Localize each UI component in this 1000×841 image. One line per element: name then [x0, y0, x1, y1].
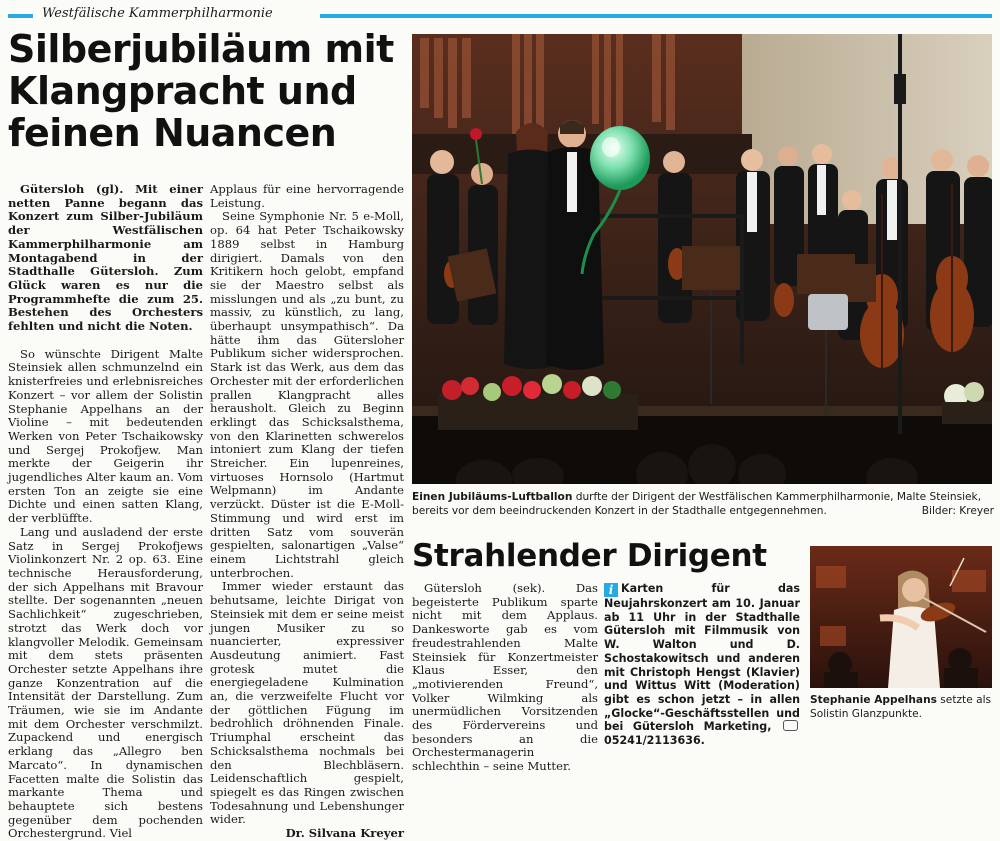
ticket-info-phone: 05241/2113636.	[604, 734, 705, 748]
article-paragraph: Immer wieder erstaunt das behutsame, leichte Dirigat von Steinsiek mit dem er seine meist jungen Musiker zu so nuancierter, expressiver Ausdeutung animiert. Fast grotesk mutet die energiegeladene Kulmination an, die verzweifelte Flucht vor der göttlichen Fügung im bedrohlich dröhnenden Finale. Triumphal erscheint das Schicksalsthema nochmals bei den Blechbläsern. Leidenschaftlich gespielt, spiegelt es das Ringen zwischen Todesahnung und Lebenshunger wider.	[210, 579, 404, 827]
article-paragraph: Seine Symphonie Nr. 5 e-Moll, op. 64 hat Peter Tschaikowsky 1889 selbst in Hamburg dirigiert. Damals von den Kritikern hoch gelobt, empfand sie der Maestro selbst als misslungen und als „zu bunt, zu massiv, zu künstlich, zu lang, überhaupt unsympathisch“. Da hätte ihm das Gütersloher Publikum sicher widersprochen. Stark ist das Werk, aus dem das Orchester mit der erforderlichen prallen Klangpracht alles herausholt. Gleich zu Beginn erklingt das Schicksalsthema, von den Klarinetten schwerelos intoniert zum Klang der tiefen Streicher. Ein lupenreines, virtuoses Hornsolo (Hartmut Welpmann) im Andante verzückt. Düster ist die E-Moll-Stimmung und wird erst im dritten Satz vom souverän gespielten, salonartigen „Valse“ einem Lichtstrahl gleich unterbrochen.	[210, 209, 404, 580]
soloist-photo	[810, 546, 992, 688]
main-photo-caption	[412, 490, 994, 518]
second-article-body	[412, 582, 598, 774]
photo-credit: Bilder: Kreyer	[921, 505, 994, 517]
second-article-paragraph: Gütersloh (sek). Das begeisterte Publikum sparte nicht mit dem Applaus. Dankesworte gab es vom freudestrahlenden Malte Steinsiek für Konzertmeister Klaus Esser, den „motivierenden Freund“, Volker Wilmking als unermüdlichen Vorsitzenden des Fördervereins und besonders an die Orchestermanagerin schlechthin – seine Mutter.	[412, 581, 598, 774]
second-article-headline: Strahlender Dirigent	[412, 538, 767, 574]
article-paragraph: Applaus für eine hervorragende Leistung.	[210, 182, 404, 210]
info-icon: i	[604, 583, 618, 597]
main-photo	[412, 34, 992, 484]
article-headline: Silberjubiläum mit Klangpracht und feinen Nuancen	[8, 27, 394, 155]
ticket-info-text: Karten für das Neujahrskonzert am 10. Januar ab 11 Uhr in der Stadthalle Gütersloh mit Filmmusik von W. Walton und D. Schostakowitsch und anderen mit Christoph Hengst (Klavier) und Wittus Witt (Moderation) gibt es schon jetzt – in allen „Glocke“-Geschäftsstellen und bei Gütersloh Marketing,	[604, 582, 800, 734]
section-rule-right	[320, 14, 992, 18]
section-header	[8, 6, 992, 24]
caption-highlight: Einen Jubiläums-Luftballon	[412, 491, 573, 503]
article-lead: Gütersloh (gl). Mit einer netten Panne begann das Konzert zum Silber-Jubiläum der Westfälischen Kammerphilharmonie am Montagabend in der Stadthalle Gütersloh. Zum Glück waren es nur die Programmhefte die zum 25. Bestehen des Orchesters fehlten und nicht die Noten.	[8, 182, 203, 334]
caption-text: durfte der Dirigent der Westfälischen Kammerphilharmonie, Malte Steinsiek, bereits vor dem beeindruckenden Konzert in der Stadthalle entgegennehmen.	[412, 491, 982, 517]
article-author: Dr. Silvana Kreyer	[285, 826, 404, 841]
section-kicker: Westfälische Kammerphilharmonie	[42, 6, 273, 21]
section-rule-left	[8, 14, 33, 18]
article-paragraph: So wünschte Dirigent Malte Steinsiek allen schmunzelnd ein knisterfreies und erlebnisreiches Konzert – vor allem der Solistin Stephanie Appelhans an der Violine – mit bedeutenden Werken von Peter Tschaikowsky und Sergej Prokofjew. Man merkte der Geigerin ihr jugendliches Alter kaum an. Vom ersten Ton an zeigte sie eine Dichte und einen satten Klang, der verblüffte.	[8, 346, 203, 526]
article-paragraph: Lang und ausladend der erste Satz in Sergej Prokofjews Violinkonzert Nr. 2 op. 63. Eine technische Herausforderung, der sich Appelhans mit Bravour stellte. Der sogenannten „neuen Sachlichkeit“ zugeschrieben, strotzt das Werk doch vor klangvoller Melodik. Gemeinsam mit dem stets präsenten Orchester setzte Appelhans ihre ganze Konzentration auf die Intensität der Darstellung. Zum Träumen, wie sie im Andante mit dem Orchester verschmilzt. Zupackend und energisch erklang das „Allegro ben Marcato“. In dynamischen Facetten malte die Solistin das markante Thema und behauptete sich bestens gegenüber dem pochenden Orchestergrund. Viel	[8, 524, 203, 841]
violinist-illustration	[810, 546, 992, 688]
article-column-2	[210, 183, 404, 841]
article-column-1	[8, 183, 203, 841]
ticket-info-box	[604, 582, 800, 748]
caption-text: setzte als Solistin Glanzpunkte.	[810, 694, 992, 720]
soloist-photo-caption	[810, 694, 994, 721]
phone-icon	[783, 720, 798, 731]
concert-stage-illustration	[412, 34, 992, 484]
caption-highlight: Stephanie Appelhans	[810, 694, 937, 706]
